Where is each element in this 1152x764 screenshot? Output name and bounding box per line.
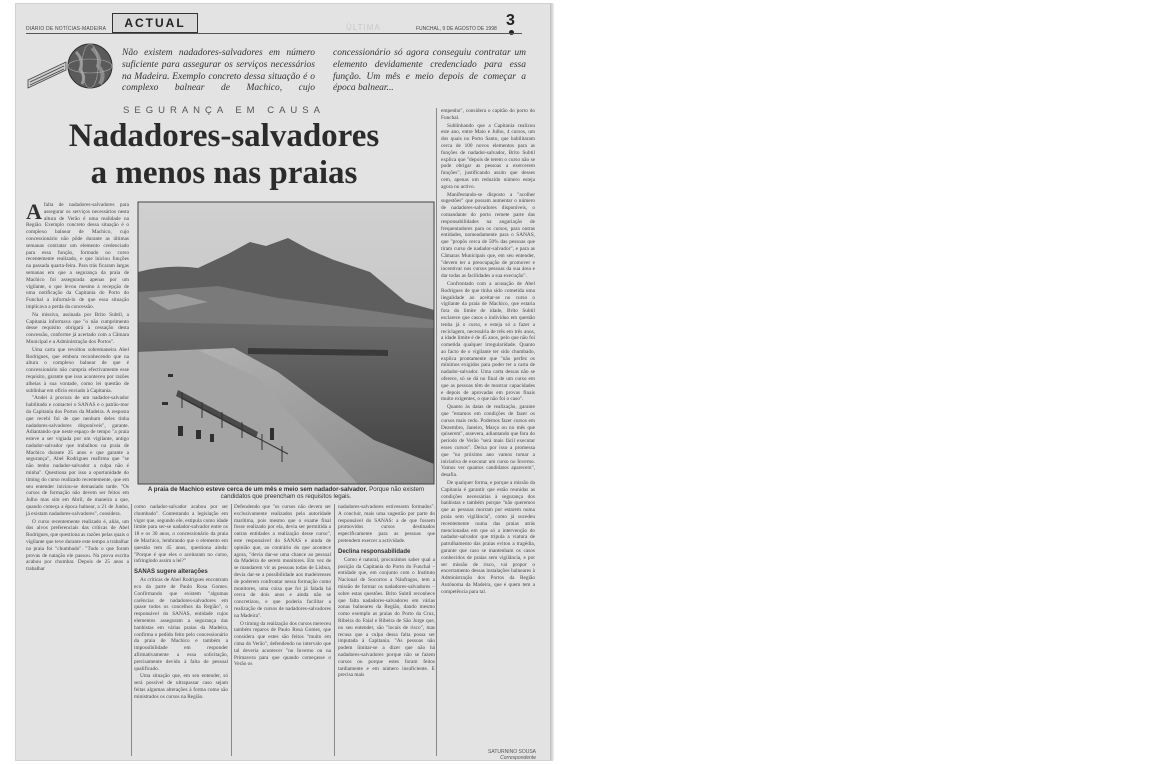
article-paragraph: como nadador-salvador acabou por ser chumbado". Contestando a legislação em vigor que, segundo ele, estipula como idade limite para ser-se nadador-salvador entre os 18 e os 30 anos, o concessionário da praia de Machico, lembrando que o elemento em questão tem 45 anos, questiona ainda: "Porque é que eles o aceitaram no curso, infringindo assim a lei?" [134, 504, 228, 565]
drop-cap: A [26, 199, 42, 224]
photo-caption-rest: Porque não existem candidatos que preencham os requisitos legais. [220, 486, 425, 501]
page-number: 3 [506, 12, 515, 29]
article-paragraph: De qualquer forma, e porque a missão da Capitania é garantir que estão reunidas as condições necessárias à segurança dos banhistas e também porque "não queremos que as pessoas morram por estarem numa praia sem vigilância", como já sucedeu recentemente numa das praias atrás mencionadas em que só a intervenção do nadador-salvador que tripula a viatura de patrulhamento das praias evitou a tragédia, garante que caso se mantenham os casos conhecidos de praias sem vigilância, e por ser missão de risco, vai propor o encerramento dessas instalações balneares à Administração dos Portos da Região Autónoma da Madeira, que é quem tem a competência para tal. [441, 480, 535, 595]
newspaper-page [16, 4, 552, 760]
headline-line-2: a menos nas praias [90, 155, 358, 191]
column-divider [131, 504, 132, 756]
beach-photo [138, 202, 434, 484]
article-paragraph: Sublinhando que a Capitania realizou este ano, entre Maio e Julho, 4 cursos, um dos quais no Porto Santo, que habilitaram cerca de 100 novos elementos para as funções de nadador-salvador, Brito Subtil explica que "depois de terem o curso não se pode obrigar as pessoas a exercerem funções", justificando assim que desses cem, apenas um reduzido número esteja agora no activo. [441, 122, 535, 190]
photo-caption [138, 486, 434, 501]
photo-caption-bold: A praia de Machico esteve cerca de um mês e meio sem nadador-salvador. [147, 486, 368, 493]
subhead-declina: Declina responsabilidade [338, 548, 411, 555]
globe-logo-icon [26, 40, 118, 96]
column-divider [231, 504, 232, 756]
section-label: ACTUAL [112, 13, 198, 33]
article-paragraph: Uma situação que, em seu entender, só será possível de ultrapassar caso sejam feitas algumas alterações à forma como são ministrados os cursos na Região. [134, 673, 228, 700]
column-divider [334, 504, 335, 756]
article-paragraph: Quanto às datas de realização, garante que "estamos em condições de fazer os cursos mais cedo. Podemos fazer cursos em Dezembro, Janeiro, Março ou no mês que quiserem", assevera, adiantando que fora do período de Verão "será mais fácil executar esses cursos". Deixa por isso a promessa que "no próximo ano vamos tomar a iniciativa de executar um curso no Inverno. Vamos ver quantos candidatos aparecem", desafia. [441, 404, 535, 479]
article-paragraph: Confrontado com a acusação de Abel Rodrigues de que tinha sido cometida uma ilegalidade ao aceitar-se no curso o vigilante da praia de Machico, que estaria fora do limite de idade, Brito Subtil esclarece que casos o indivíduo em questão tenha já o curso, e esteja só a fazer a reciclagem, necessária de três em três anos, a idade limite é de 45 anos, pelo que não foi cometida qualquer irregularidade. Quanto ao facto de o vigilante ter sido chumbado, explica prontamente que "não perfez os mínimos exigidos para poder ter a carta de nadador-salvador. Uma carta dessas não se oferece, só se dá no final de um curso em que as pessoas têm de mostrar capacidades e depois de aprovadas em provas finais muito exigentes, o que não foi o caso". [441, 280, 535, 403]
header-watermark: ÚLTIMA [346, 23, 381, 32]
lead-paragraph: Não existem nadadores-salvadores em número suficiente para assegurar os serviços necessários na Madeira. Exemplo concreto dessa situação é o complexo balnear de Machico, cujo concessionário só agora conseguiu contratar um elemento devidamente credenciado para essa função. Um mês e meio depois de começar a época balnear... [122, 48, 526, 94]
byline-name: SATURNINO SOUSA [488, 749, 536, 755]
article-column-1 [26, 199, 129, 573]
byline [486, 749, 536, 761]
headline [26, 118, 422, 192]
issue-date: FUNCHAL, 9 DE AGOSTO DE 1998 [416, 26, 497, 32]
article-paragraph: "Andei à procura de um nadador-salvador habilitado e contactei o SANAS e o patrão-mor da Capitania dos Portos da Madeira. A resposta que recebi foi de que nenhum deles tinha nadadores-salvadores disponíveis", garante. Adiantando que neste espaço de tempo "a praia esteve a ser vigiada por um vigilante, antigo nadador-salvador que trabalhou na praia de Machico durante 25 anos e que garante a segurança", Abel Rodrigues reafirma que "se não tenho nadador-salvador a culpa não é minha". Questiona por isso a oportunidade do timing do curso realizado recentemente, que em seu entender iniciou-se demasiado tarde. "Os cursos de formação não devem ser feitos em Julho mas sim em Abril, de maneira a que, quando começa a época balnear, a 21 de Junho, já existam nadadores-salvadores", considera. [26, 395, 129, 517]
article-column-4 [338, 504, 435, 756]
article-paragraph: Uma carta que revoltou sobremaneira Abel Rodrigues, que embora reconhecendo que na altura o complexo balnear de que é concessionário não cumpria efectivamente esse requisito, garante que isso aconteceu por razões alheias à sua vontade, como lei questão de sublinhar em ofício enviado à Capitania. [26, 346, 129, 394]
article-paragraph: empenho", considera o capitão do porto do Funchal. [441, 108, 535, 121]
byline-role: Correspondente [500, 755, 536, 761]
article-paragraph: Como é natural, procurámos saber qual a posição da Capitania do Porto do Funchal – entidade que, em conjunto com o Instituto Nacional de Socorros a Náufragos, tem a missão de formar os nadadores-salvadores – sobre estas questões. Brito Subtil reconhece que falta nadadores-salvadores em várias zonas balneares da Região, dando mesmo como exemplo as praias do Porto da Cruz, Ribeira do Faial e Ribeira de São Jorge que, no seu entender, são "locais de risco", mas recusa que a culpa dessa falta possa ser imputada à Capitania. "As pessoas não podem limitar-se a dizer que não há nadadores-salvadores porque não se fazem cursos ou porque estes foram feitos tardiamente e em número insuficiente. E precisa mais [338, 556, 435, 679]
article-column-3 [234, 504, 331, 756]
header-rule [26, 33, 522, 34]
subhead-sanas: SANAS sugere alterações [134, 569, 208, 576]
paper-name: DIÁRIO DE NOTÍCIAS-MADEIRA [26, 26, 107, 32]
article-paragraph: Defendendo que "os cursos não devem ser exclusivamente realizados pela autoridade marítima, pois mesmo que o exame final fosse realizado por ela, devia ser permitida a outras entidades a realização desse curso", este responsável do SANAS e ainda de opinião que, ao contrário do que acontece agora, "devia dar-se uma chance ao pessoal da Madeira de serem monitores. Em vez de se mandarem vir as pessoas todas de Lisboa, devia dar-se a possibilidade aos madeirenses de poderem confrontar nessa formação como monitores, uma coisa que foi já falada há cerca de dois anos e ainda não se concretizou, e que poderia facilitar a realização de cursos de nadadores-salvadores na Madeira". [234, 504, 331, 619]
article-paragraph: falta de nadadores-salvadores para assegurar os serviços necessários nesta altura de Verão é uma realidade na Região. Exemplo concreto dessa situação é o complexo balnear de Machico, cujo concessionário não pôde durante as últimas semanas contratar um elemento credenciado para essa função, formado no curso recentemente realizado, e que iniciou funções na passada quarta-feira. Para trás ficaram largas semanas em que a segurança da praia de Machico foi assegurada apenas por um vigilante, o que levou mesmo à recepção de uma notificação da Capitania do Porto do Funchal a informá-lo de que essa situação implicava a perda da concessão. [26, 202, 129, 310]
scan-edge [550, 4, 554, 760]
article-paragraph: As críticas de Abel Rodrigues encontram eco da parte de Paulo Rosa Gomes. Confirmando que existem "algumas carências de nadadores-salvadores em quase todos os concelhos da Região", o responsável do SANAS, entidade cujos elementos asseguram a segurança das banhistas em várias praias da Madeira, confirma o pedido feito pelo concessionário da praia de Machico e também a impossibilidade em responder afirmativamente a essa solicitação, precisamente devido à falta de pessoal qualificado. [134, 577, 228, 672]
article-paragraph: nadadores-salvadores estivessem formados". A concluir, mais uma sugestão por parte do responsável do SANAS: a de que fossem promovidos cursos destinados especificamente para as pessoas que pretendem exercer a actividade. [338, 504, 435, 544]
article-column-2 [134, 504, 228, 756]
headline-line-1: Nadadores-salvadores [68, 118, 380, 154]
article-paragraph: Manifestando-se disposto a "acolher sugestões" que possam aumentar o número de nadadores-salvadores disponíveis, o comandante do porto remete parte das responsabilidades na angariação de frequentadores para os cursos, para outras entidades, nomeadamente para o SANAS, que "propôs cerca de 50% das pessoas que tiram curso de nadador-salvador", e para as Câmaras Municipais que, em seu entender, "devem ter a preocupação de promover e incentivar nos cursos pessoas da sua área e dar todas as facilidades a sua execução". [441, 191, 535, 280]
column-divider [436, 108, 437, 756]
section-kicker: SEGURANÇA EM CAUSA [123, 105, 325, 116]
article-paragraph: Na missiva, assinada por Brito Subtil, a Capitania informava que "o não cumprimento desse requisito obrigará à cessação desta concessão, conforme já acertado com a Câmara Municipal e a Administração dos Portos". [26, 311, 129, 345]
article-column-5 [441, 108, 535, 756]
article-paragraph: O curso recentemente realizado é, aliás, um dos alvos preferenciais das críticas de Abel Rodrigues, que questiona as razões pelas quais o vigilante que teve durante este tempo a trabalhar na praia foi "chumbado". "Tudo o que foram provas de natação ele passou. Na prova escrita acabou por chumbar. Depois de 25 anos a trabalhar [26, 518, 129, 573]
article-paragraph: O timing da realização dos cursos mereceu também reparos de Paulo Rosa Gomes, que considera que estes são feitos "muito em cima do Verão", defendendo no intervalo que tal deveria acontecer "no Inverno ou na Primavera para que quando começasse o Verão os [234, 620, 331, 668]
